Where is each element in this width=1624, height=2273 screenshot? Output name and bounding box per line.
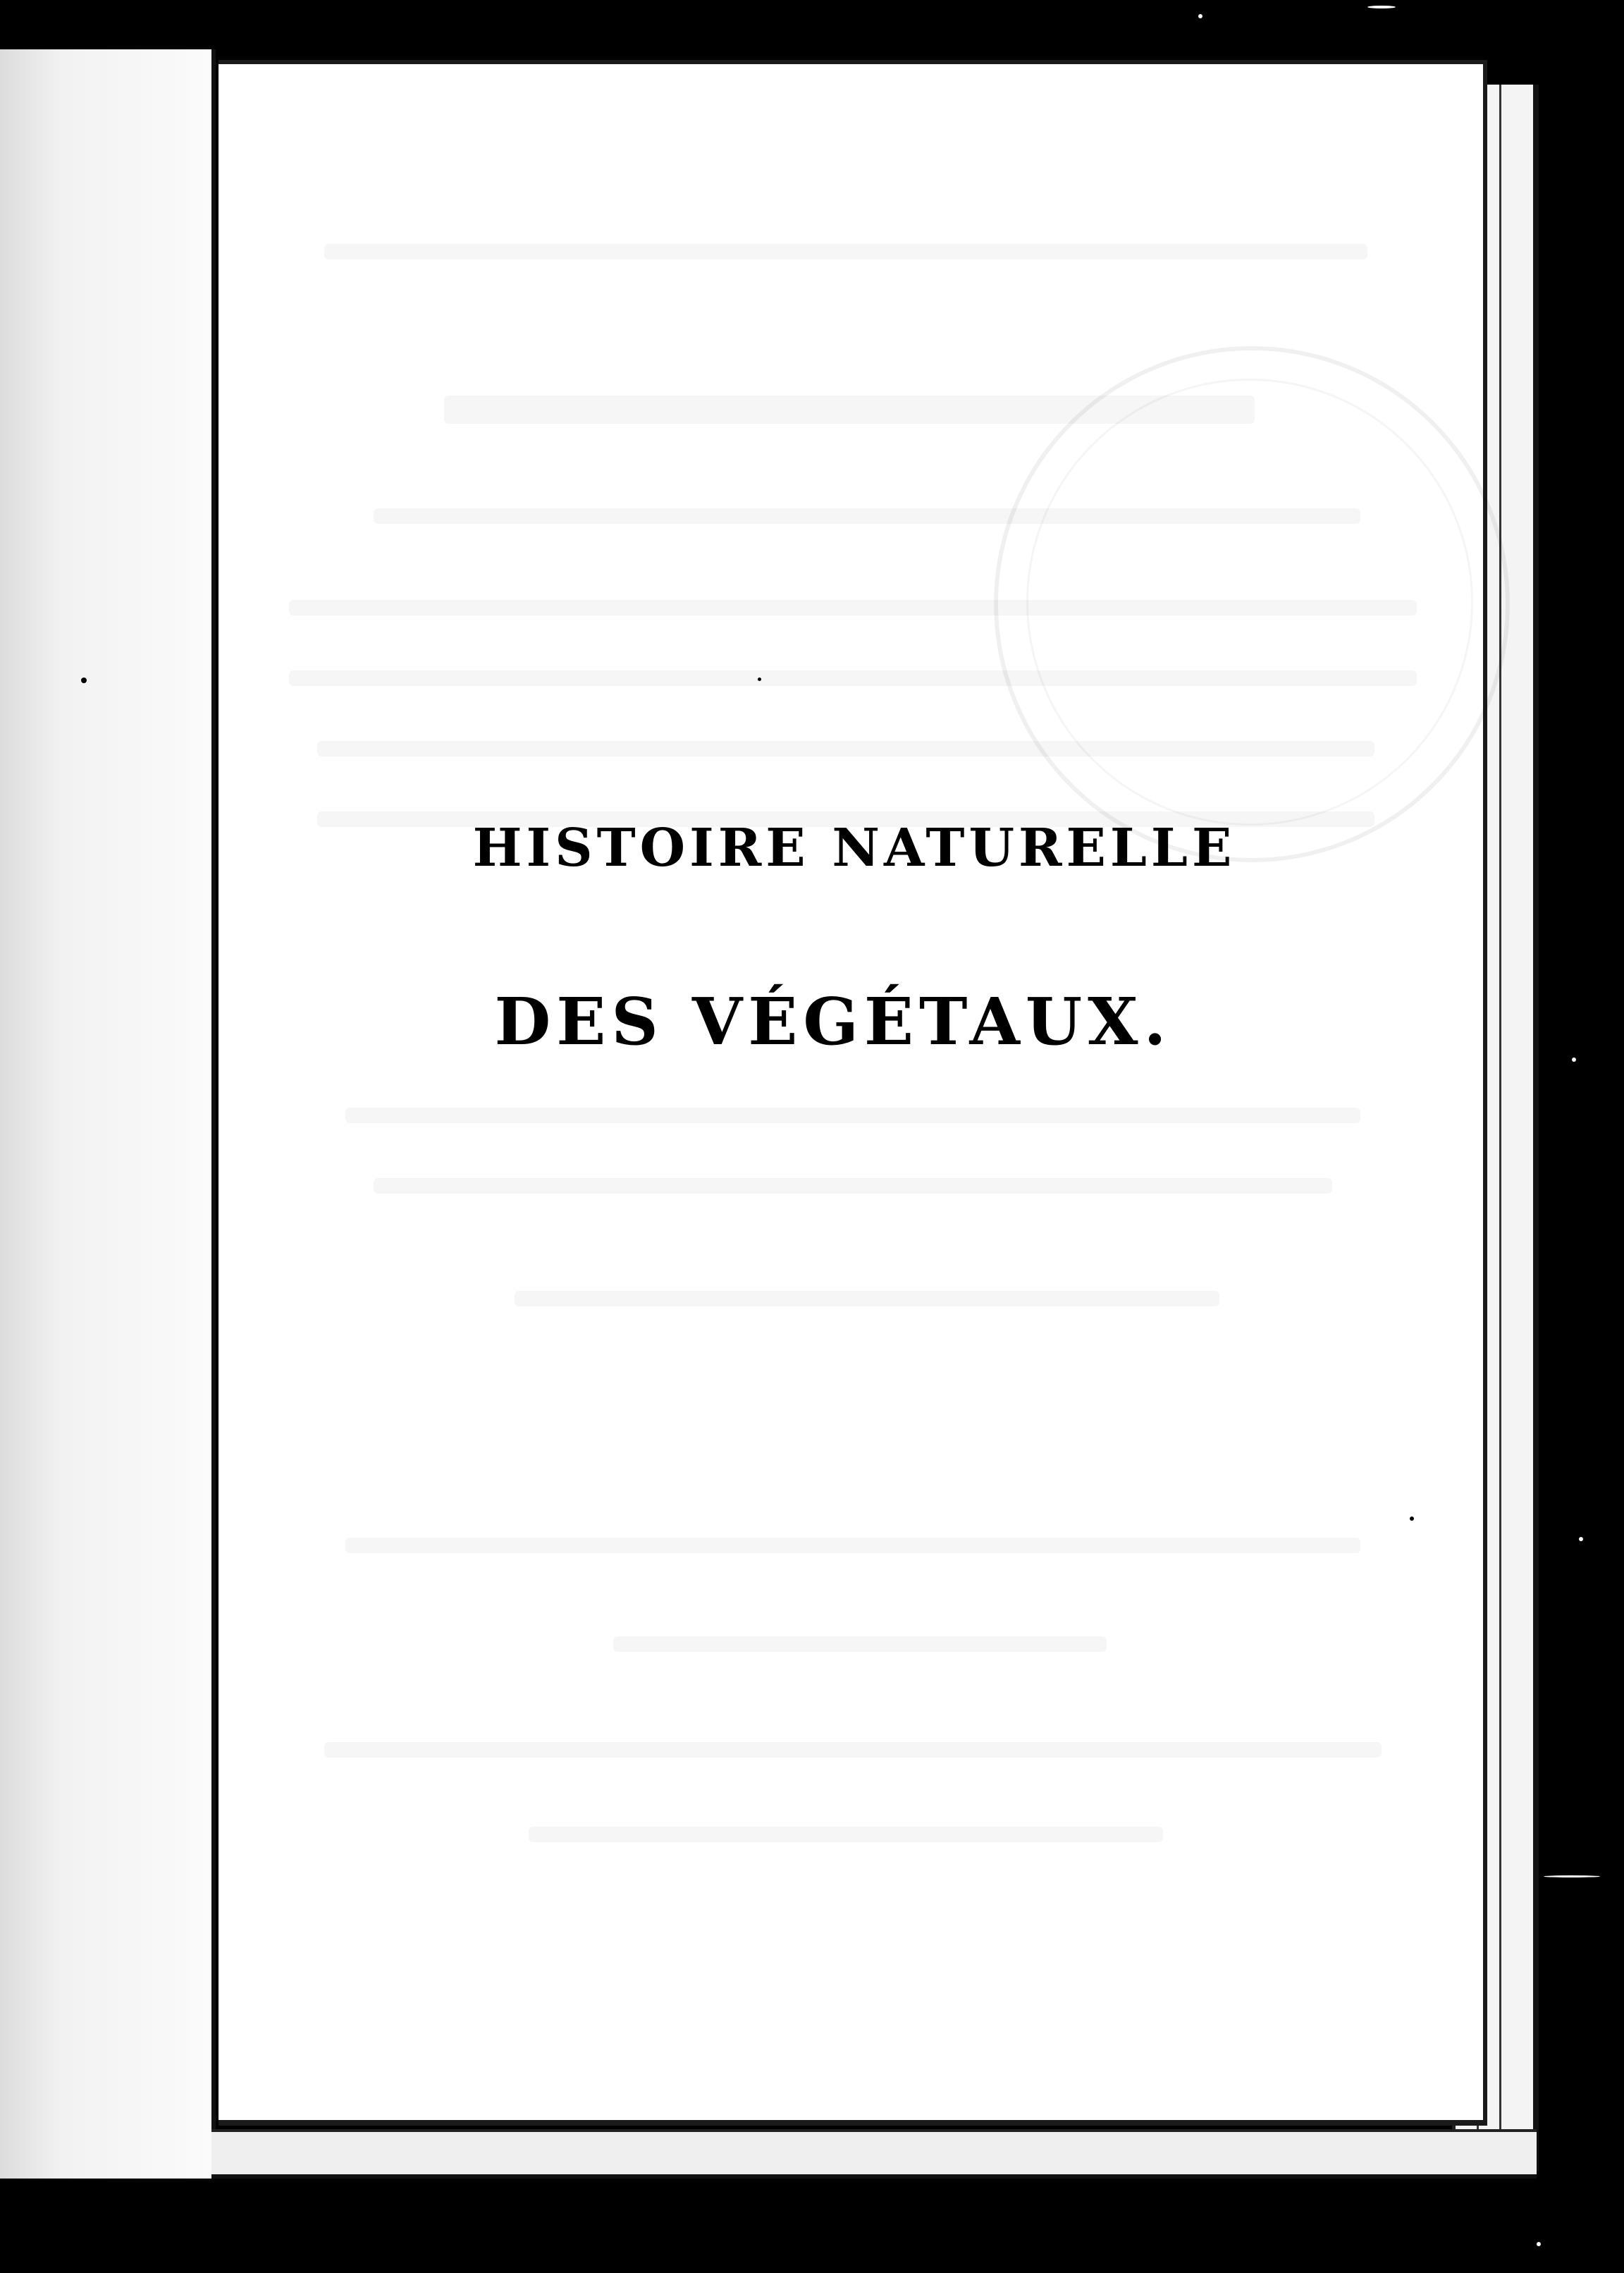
- showthrough-line: [289, 600, 1417, 615]
- dust-speck: [1198, 14, 1202, 18]
- title-line-histoire-naturelle: HISTOIRE NATURELLE: [472, 818, 1236, 878]
- showthrough-line: [324, 244, 1367, 259]
- stack-edge-line: [1499, 85, 1501, 2171]
- showthrough-line: [613, 1636, 1107, 1652]
- title-line-des-vegetaux: DES VÉGÉTAUX.: [494, 984, 1172, 1060]
- showthrough-line: [374, 508, 1360, 524]
- showthrough-line: [324, 1742, 1382, 1758]
- showthrough-line: [529, 1827, 1163, 1842]
- showthrough-line: [515, 1291, 1219, 1306]
- ink-speck: [758, 678, 761, 681]
- title-page: [219, 60, 1487, 2126]
- showthrough-line: [374, 1178, 1332, 1194]
- dust-speck: [1544, 1875, 1600, 1877]
- ink-speck: [1410, 1517, 1414, 1521]
- showthrough-line: [444, 396, 1255, 424]
- dust-speck: [1367, 6, 1396, 8]
- page-bottom-edge: [211, 2129, 1537, 2179]
- showthrough-line: [289, 670, 1417, 686]
- dust-speck: [1537, 2242, 1541, 2246]
- facing-page-edge: [0, 49, 216, 2179]
- showthrough-line: [345, 1538, 1360, 1553]
- ink-speck: [81, 678, 87, 683]
- facing-page-shade: [0, 49, 211, 2179]
- showthrough-line: [317, 741, 1374, 756]
- showthrough-line: [345, 1108, 1360, 1123]
- dust-speck: [1579, 1537, 1583, 1541]
